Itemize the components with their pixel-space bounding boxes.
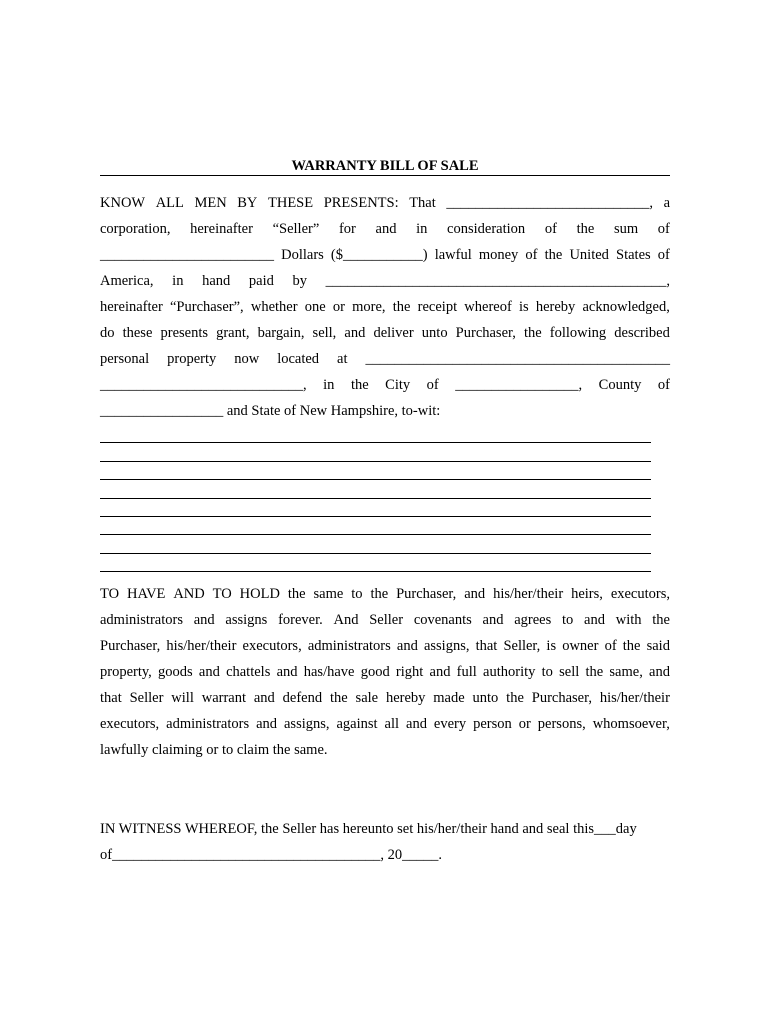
document-page xyxy=(100,0,670,1024)
intro-line: _________________ and State of New Hampshire, to-wit: xyxy=(100,403,441,419)
habendum-line: property, goods and chattels and has/have good right and full authority to sell the same, and xyxy=(100,664,670,680)
habendum-line: lawfully claiming or to claim the same. xyxy=(100,742,328,758)
intro-line: personal property now located at __________________________________________ xyxy=(100,351,670,367)
witness-line: IN WITNESS WHEREOF, the Seller has hereunto set his/her/their hand and seal this___day xyxy=(100,821,637,837)
intro-paragraph xyxy=(100,190,670,424)
property-description-blank-line xyxy=(100,443,651,461)
habendum-line: executors, administrators and assigns, against all and every person or persons, whomsoever, xyxy=(100,716,670,732)
intro-line: America, in hand paid by _______________________________________________, xyxy=(100,273,670,289)
property-description-blank-line xyxy=(100,480,651,498)
property-description-blank-line xyxy=(100,517,651,535)
habendum-line: that Seller will warrant and defend the sale hereby made unto the Purchaser, his/her/their xyxy=(100,690,670,706)
property-description-lines xyxy=(100,425,651,572)
intro-line: ____________________________, in the City of _________________, County of xyxy=(100,377,670,393)
intro-line: corporation, hereinafter “Seller” for and in consideration of the sum of xyxy=(100,221,670,237)
habendum-paragraph xyxy=(100,581,670,763)
intro-line: KNOW ALL MEN BY THESE PRESENTS: That ____________________________, a xyxy=(100,195,670,211)
property-description-blank-line xyxy=(100,499,651,517)
property-description-blank-line xyxy=(100,425,651,443)
property-description-blank-line xyxy=(100,554,651,572)
property-description-blank-line xyxy=(100,535,651,553)
title-underline xyxy=(100,175,670,176)
intro-line: hereinafter “Purchaser”, whether one or more, the receipt whereof is hereby acknowledged, xyxy=(100,299,670,315)
habendum-line: TO HAVE AND TO HOLD the same to the Purchaser, and his/her/their heirs, executors, xyxy=(100,586,670,602)
document-title: WARRANTY BILL OF SALE xyxy=(291,158,479,174)
habendum-line: Purchaser, his/her/their executors, administrators and assigns, that Seller, is owner of the said xyxy=(100,638,670,654)
intro-line: ________________________ Dollars ($___________) lawful money of the United States of xyxy=(100,247,670,263)
property-description-blank-line xyxy=(100,462,651,480)
witness-line: of_____________________________________, 20_____. xyxy=(100,847,442,863)
intro-line: do these presents grant, bargain, sell, and deliver unto Purchaser, the following described xyxy=(100,325,670,341)
habendum-line: administrators and assigns forever. And Seller covenants and agrees to and with the xyxy=(100,612,670,628)
witness-paragraph xyxy=(100,816,670,868)
